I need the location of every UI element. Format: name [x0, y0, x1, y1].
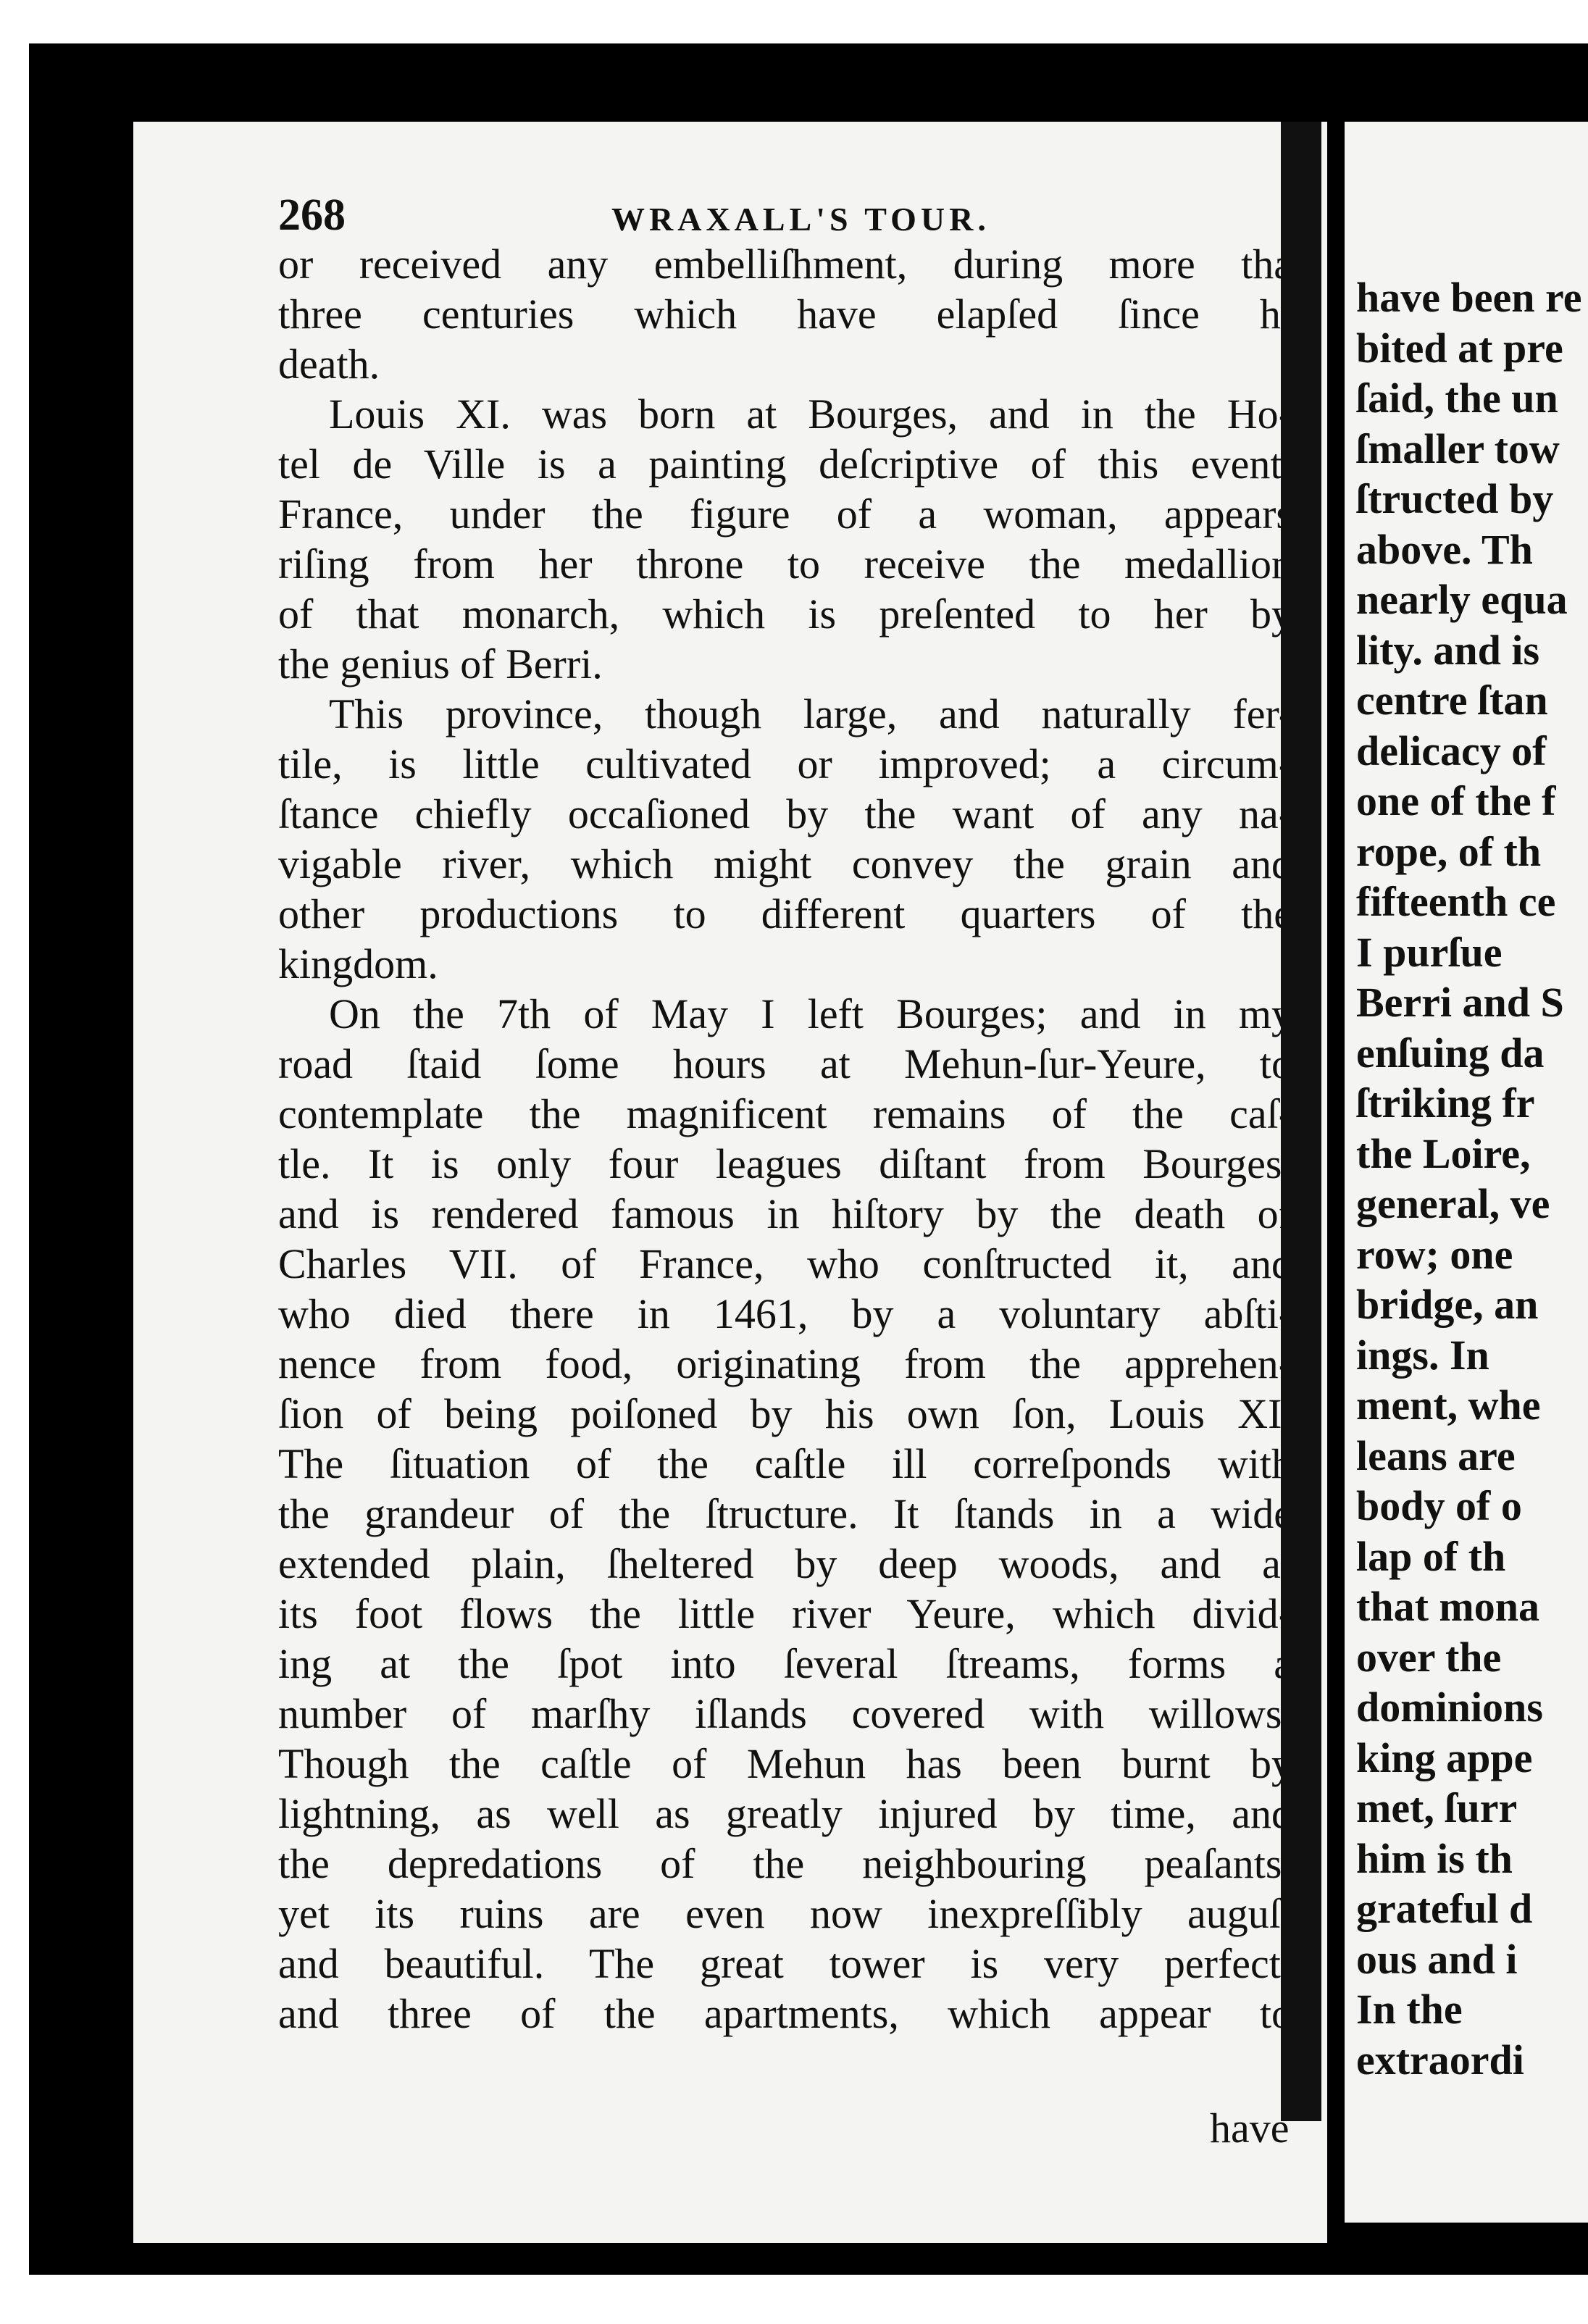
text-line: kingdom. [278, 940, 438, 987]
text-line: fifteenth ce [1356, 878, 1556, 925]
text-line: ment, whe [1356, 1382, 1541, 1429]
text-line: extended plain, ſheltered by deep woods, and at [278, 1540, 1292, 1587]
text-line: extraordi [1356, 2036, 1524, 2083]
text-line: leans are [1356, 1431, 1516, 1479]
text-line: the grandeur of the ſtructure. It ſtands in a wide [278, 1490, 1292, 1537]
text-line: ing at the ſpot into ſeveral ſtreams, forms a [278, 1640, 1292, 1687]
left-page-body-text [278, 239, 1292, 2039]
text-line: one of the f [1356, 777, 1556, 824]
text-line: lity. and is [1356, 626, 1540, 674]
text-line: nearly equa [1356, 576, 1568, 623]
text-line: bridge, an [1356, 1281, 1539, 1328]
text-line: Louis XI. was born at Bourges, and in the Ho- [329, 390, 1292, 438]
page-number: 268 [278, 191, 346, 240]
text-line: dominions [1356, 1684, 1543, 1731]
text-line: tle. It is only four leagues diſtant from Bourges, [278, 1140, 1292, 1187]
text-line: ings. In [1356, 1331, 1489, 1379]
text-line: centre ſtan [1356, 677, 1548, 724]
text-line: vigable river, which might convey the grain and [278, 840, 1292, 887]
text-line: lap of th [1356, 1532, 1506, 1580]
text-line: ſtance chiefly occaſioned by the want of any na- [278, 790, 1292, 837]
text-line: This province, though large, and naturally fer- [329, 690, 1292, 737]
text-line: three centuries which have elapſed ſince hi [278, 290, 1292, 338]
text-line: the genius of Berri. [278, 640, 603, 687]
text-line: enſuing da [1356, 1029, 1545, 1077]
text-line: tel de Ville is a painting deſcriptive of this event. [278, 440, 1292, 488]
text-line: other productions to different quarters of the [278, 890, 1292, 937]
text-line: or received any embelliſhment, during more tha [278, 241, 1292, 288]
text-line: I purſue [1356, 928, 1503, 976]
text-line: rope, of th [1356, 827, 1542, 875]
running-head: WRAXALL'S TOUR. [611, 201, 990, 238]
text-line: met, ſurr [1356, 1784, 1518, 1831]
text-line: and three of the apartments, which appear to [278, 1990, 1292, 2037]
right-page-body-text [1356, 272, 1588, 2085]
text-line: Charles VII. of France, who conſtructed it, and [278, 1240, 1292, 1287]
text-line: body of o [1356, 1482, 1522, 1529]
text-line: In the [1356, 1986, 1463, 2033]
text-line: lightning, as well as greatly injured by time, and [278, 1790, 1292, 1837]
text-line: the depredations of the neighbouring peaſants, [278, 1840, 1292, 1887]
text-line: ſtriking fr [1356, 1079, 1535, 1127]
text-line: its foot flows the little river Yeure, which divid- [278, 1590, 1292, 1637]
text-line: number of marſhy iſlands covered with willows. [278, 1690, 1292, 1737]
text-line: him is th [1356, 1834, 1513, 1882]
text-line: the Loire, [1356, 1129, 1531, 1177]
text-line: riſing from her throne to receive the medallion [278, 540, 1292, 588]
text-line: ſmaller tow [1356, 425, 1560, 472]
text-line: and beautiful. The great tower is very perfect; [278, 1940, 1292, 1987]
text-line: death. [278, 340, 380, 388]
text-line: who died there in 1461, by a voluntary abſti- [278, 1290, 1292, 1337]
text-line: general, ve [1356, 1180, 1550, 1227]
text-line: ſaid, the un [1356, 375, 1558, 422]
text-line: grateful d [1356, 1885, 1533, 1932]
text-line: The ſituation of the caſtle ill correſponds with [278, 1440, 1292, 1487]
catchword: have [1210, 2104, 1290, 2152]
text-line: that mona [1356, 1583, 1539, 1630]
text-line: over the [1356, 1633, 1502, 1681]
text-line: nence from food, originating from the apprehen- [278, 1340, 1292, 1387]
text-line: ſion of being poiſoned by his own ſon, Louis XI. [278, 1390, 1292, 1437]
text-line: Berri and S [1356, 979, 1564, 1026]
text-line: king appe [1356, 1734, 1533, 1781]
text-line: ſtructed by [1356, 475, 1554, 522]
text-line: bited at pre [1356, 324, 1563, 372]
text-line: tile, is little cultivated or improved; a circum- [278, 740, 1292, 787]
text-line: contemplate the magnificent remains of the caſ- [278, 1090, 1292, 1137]
text-line: yet its ruins are even now inexpreſſibly auguſt [278, 1890, 1292, 1937]
text-line: On the 7th of May I left Bourges; and in my [329, 990, 1292, 1037]
text-line: delicacy of [1356, 727, 1547, 774]
text-line: above. Th [1356, 525, 1533, 573]
text-line: have been re [1356, 274, 1582, 321]
text-line: Though the caſtle of Mehun has been burnt by [278, 1740, 1292, 1787]
text-line: and is rendered famous in hiſtory by the death of [278, 1190, 1292, 1237]
text-line: ous and i [1356, 1935, 1518, 1983]
text-line: of that monarch, which is preſented to her by [278, 590, 1292, 638]
text-line: road ſtaid ſome hours at Mehun-ſur-Yeure, to [278, 1040, 1292, 1087]
text-line: France, under the figure of a woman, appears [278, 490, 1292, 538]
text-line: row; one [1356, 1230, 1513, 1278]
